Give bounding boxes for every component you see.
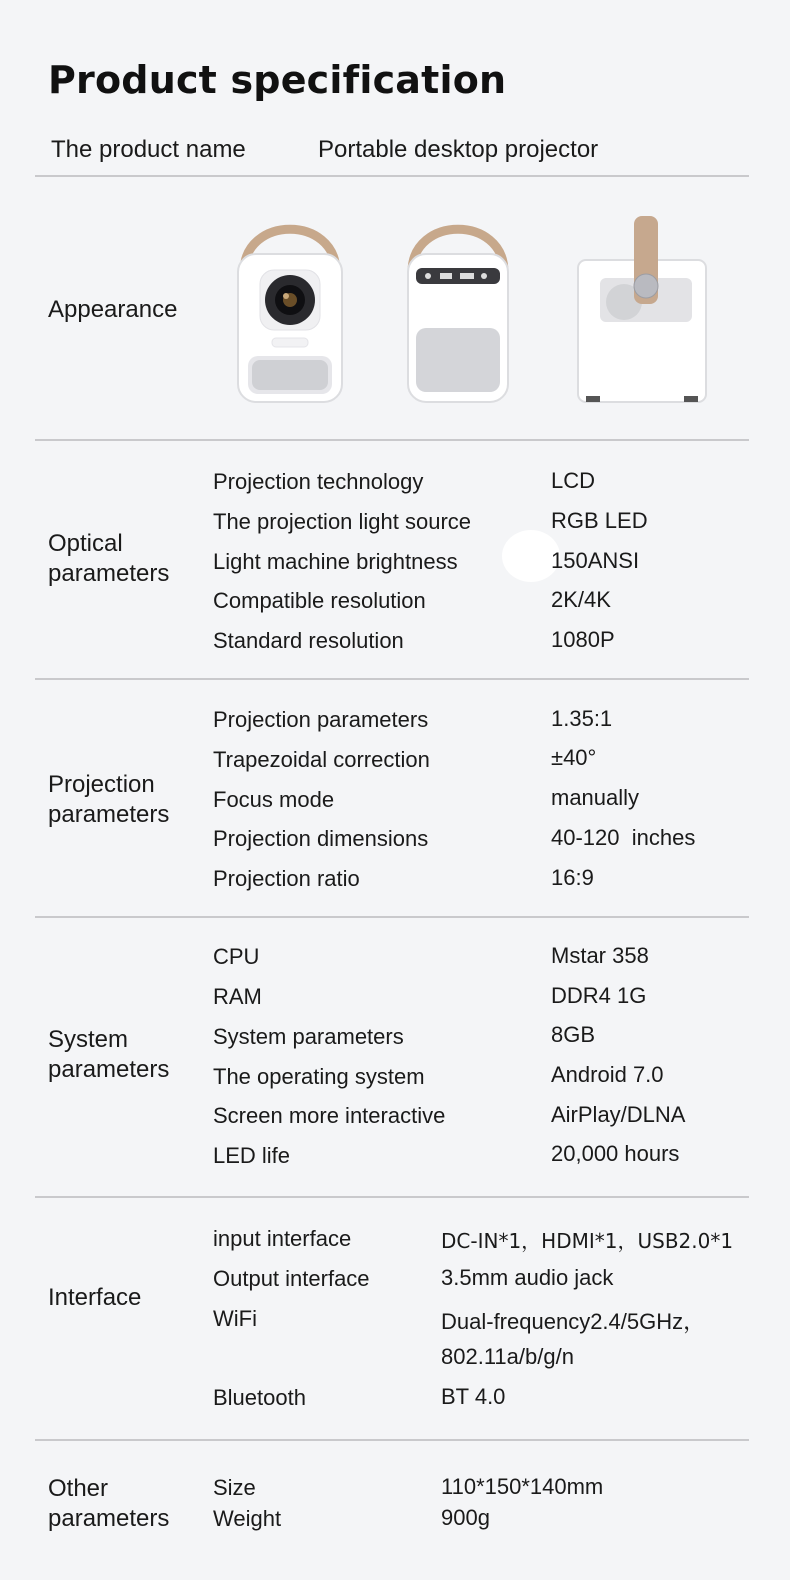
other-section-label: Other parameters xyxy=(48,1475,170,1532)
system-row-label: CPU xyxy=(213,944,260,969)
interface-row-value: DC-IN*1，HDMI*1，USB2.0*1 xyxy=(441,1229,734,1253)
optical-row-value: 2K/4K xyxy=(551,587,611,612)
projection-row-label: Focus mode xyxy=(213,787,335,812)
interface-section-label: Interface xyxy=(48,1284,142,1311)
optical-row-label: Light machine brightness xyxy=(213,549,458,574)
projection-row-value: 40-120 inches xyxy=(551,825,696,850)
system-row-value: Android 7.0 xyxy=(551,1062,664,1087)
system-row-value: 8GB xyxy=(551,1022,596,1047)
optical-row-value: 150ANSI xyxy=(551,548,640,573)
system-row-label: The operating system xyxy=(213,1064,425,1089)
system-row-label: Screen more interactive xyxy=(213,1103,446,1128)
projector-side-image xyxy=(572,210,712,405)
projection-section-label: Projection parameters xyxy=(48,771,170,828)
projector-front-image xyxy=(230,210,350,405)
projector-back-image xyxy=(398,210,518,405)
system-row-value: AirPlay/DLNA xyxy=(551,1102,686,1127)
interface-row-label: Bluetooth xyxy=(213,1385,306,1410)
optical-row-value: LCD xyxy=(551,468,596,493)
projection-row-value: ±40° xyxy=(551,745,597,770)
projection-row-label: Projection parameters xyxy=(213,707,429,732)
optical-row-value: RGB LED xyxy=(551,508,648,533)
projection-row-label: Projection ratio xyxy=(213,866,360,891)
projection-row-label: Trapezoidal correction xyxy=(213,747,430,772)
optical-row-value: 1080P xyxy=(551,627,615,652)
system-row-label: RAM xyxy=(213,984,262,1009)
other-row-value: 110*150*140mm xyxy=(441,1474,604,1499)
projection-row-value: 1.35:1 xyxy=(551,706,613,731)
divider xyxy=(35,1196,749,1198)
optical-row-label: The projection light source xyxy=(213,509,472,534)
system-row-value: DDR4 1G xyxy=(551,983,647,1008)
system-row-label: LED life xyxy=(213,1143,291,1168)
divider xyxy=(35,439,749,441)
product-name-value: Portable desktop projector xyxy=(318,136,599,163)
optical-row-label: Projection technology xyxy=(213,469,424,494)
interface-row-value: Dual-frequency2.4/5GHz， xyxy=(441,1309,706,1334)
optical-row-label: Compatible resolution xyxy=(213,588,426,613)
projection-row-value: 16:9 xyxy=(551,865,594,890)
divider xyxy=(35,175,749,177)
system-section-label: System parameters xyxy=(48,1026,170,1083)
divider xyxy=(35,678,749,680)
divider xyxy=(35,916,749,918)
optical-row-label: Standard resolution xyxy=(213,628,404,653)
interface-row-value: BT 4.0 xyxy=(441,1384,506,1409)
system-row-value: Mstar 358 xyxy=(551,943,649,968)
projection-row-value: manually xyxy=(551,785,640,810)
product-name-label: The product name xyxy=(51,136,246,163)
other-row-label: Size xyxy=(213,1475,256,1500)
interface-row-label: WiFi xyxy=(213,1306,257,1331)
system-row-label: System parameters xyxy=(213,1024,404,1049)
divider xyxy=(35,1439,749,1441)
interface-row-value: 3.5mm audio jack xyxy=(441,1265,614,1290)
appearance-label: Appearance xyxy=(48,296,178,323)
other-row-value: 900g xyxy=(441,1505,490,1530)
other-row-label: Weight xyxy=(213,1506,282,1531)
projection-row-label: Projection dimensions xyxy=(213,826,429,851)
interface-row-label: Output interface xyxy=(213,1266,370,1291)
interface-row-label: input interface xyxy=(213,1226,352,1251)
optical-section-label: Optical parameters xyxy=(48,530,170,587)
page-title: Product specification xyxy=(48,58,507,102)
interface-row-value-continued: 802.11a/b/g/n xyxy=(441,1344,574,1369)
system-row-value: 20,000 hours xyxy=(551,1141,680,1166)
